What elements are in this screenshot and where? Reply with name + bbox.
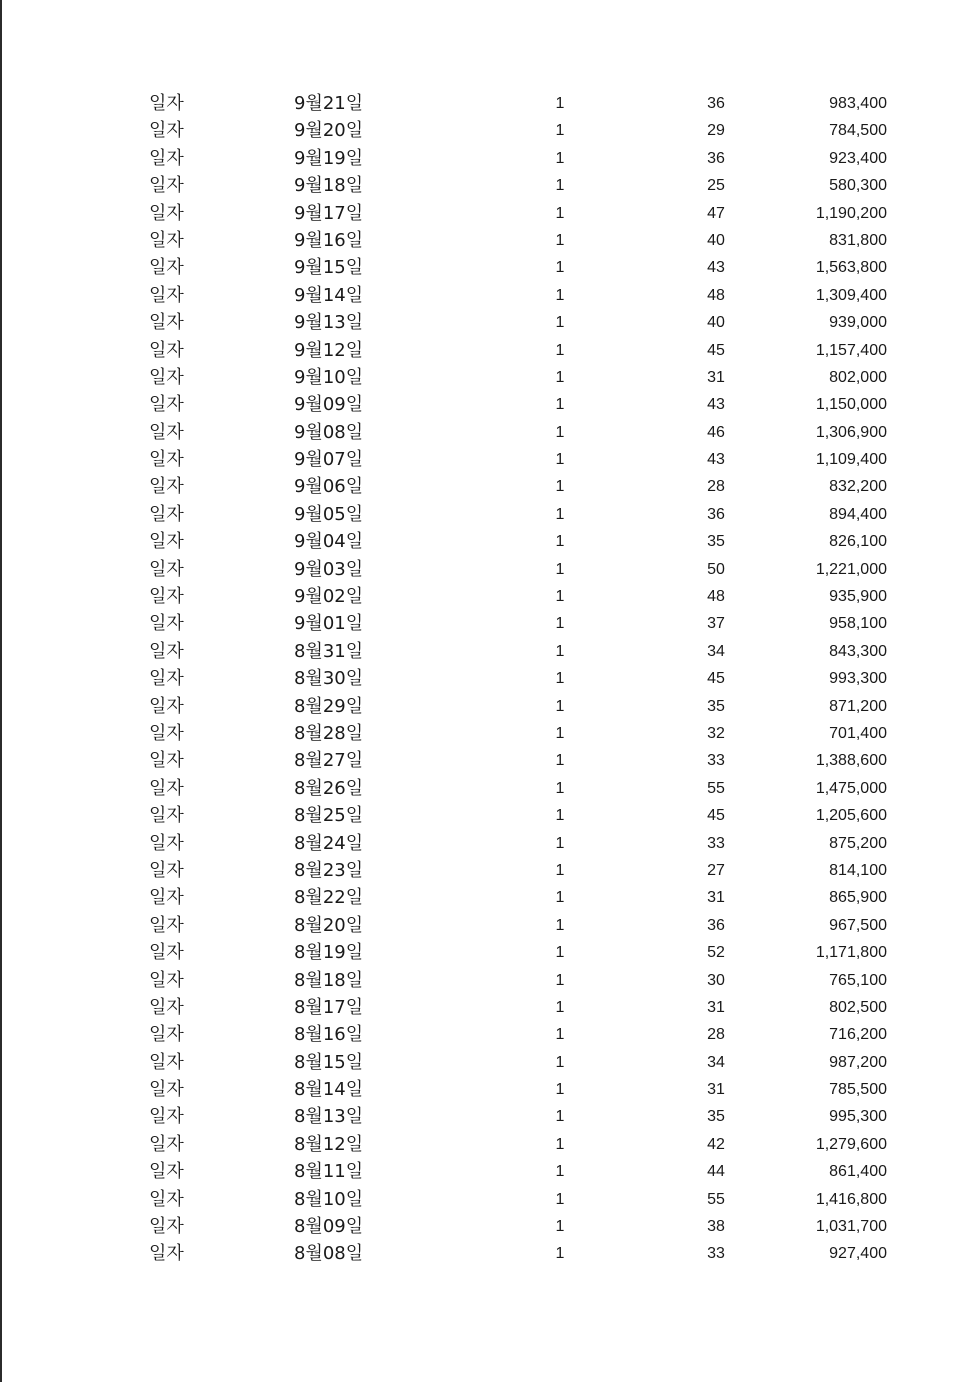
row-amount-cell: 831,800	[829, 231, 887, 249]
row-amount-cell: 580,300	[829, 177, 887, 195]
row-quantity-cell: 45	[707, 341, 725, 359]
row-type-cell: 일자	[149, 284, 184, 306]
row-quantity-cell: 55	[707, 1190, 725, 1208]
row-count-cell: 1	[555, 944, 565, 962]
row-amount-cell: 784,500	[829, 122, 887, 140]
row-count-cell: 1	[555, 177, 565, 195]
table-row	[0, 1076, 980, 1103]
row-amount-cell: 875,200	[829, 834, 887, 852]
row-type-cell: 일자	[149, 1024, 184, 1046]
table-row	[0, 1240, 980, 1267]
table-row	[0, 1021, 980, 1048]
row-quantity-cell: 35	[707, 697, 725, 715]
row-count-cell: 1	[555, 368, 565, 386]
row-quantity-cell: 43	[707, 396, 725, 414]
row-count-cell: 1	[555, 1026, 565, 1044]
row-count-cell: 1	[555, 560, 565, 578]
row-type-cell: 일자	[149, 202, 184, 224]
table-row	[0, 939, 980, 966]
row-date-cell: 9월07일	[294, 449, 364, 471]
table-row	[0, 610, 980, 637]
row-date-cell: 9월01일	[294, 613, 364, 635]
table-row	[0, 1049, 980, 1076]
row-date-cell: 8월24일	[294, 832, 364, 854]
row-date-cell: 8월30일	[294, 668, 364, 690]
row-quantity-cell: 40	[707, 314, 725, 332]
row-type-cell: 일자	[149, 1188, 184, 1210]
table-row	[0, 90, 980, 117]
row-count-cell: 1	[555, 889, 565, 907]
row-quantity-cell: 47	[707, 204, 725, 222]
row-count-cell: 1	[555, 724, 565, 742]
row-amount-cell: 716,200	[829, 1026, 887, 1044]
row-date-cell: 9월17일	[294, 202, 364, 224]
row-type-cell: 일자	[149, 996, 184, 1018]
row-amount-cell: 1,150,000	[815, 396, 887, 414]
row-quantity-cell: 37	[707, 615, 725, 633]
row-amount-cell: 785,500	[829, 1081, 887, 1099]
table-row	[0, 337, 980, 364]
row-amount-cell: 1,416,800	[815, 1190, 887, 1208]
row-count-cell: 1	[555, 1245, 565, 1263]
table-row	[0, 884, 980, 911]
row-type-cell: 일자	[149, 586, 184, 608]
row-date-cell: 9월20일	[294, 120, 364, 142]
row-type-cell: 일자	[149, 476, 184, 498]
row-type-cell: 일자	[149, 750, 184, 772]
row-count-cell: 1	[555, 505, 565, 523]
row-quantity-cell: 36	[707, 149, 725, 167]
row-type-cell: 일자	[149, 229, 184, 251]
table-row	[0, 1103, 980, 1130]
row-count-cell: 1	[555, 451, 565, 469]
row-date-cell: 8월10일	[294, 1188, 364, 1210]
row-amount-cell: 983,400	[829, 95, 887, 112]
row-type-cell: 일자	[149, 531, 184, 553]
row-date-cell: 8월16일	[294, 1024, 364, 1046]
row-date-cell: 9월13일	[294, 312, 364, 334]
row-quantity-cell: 44	[707, 1163, 725, 1181]
row-type-cell: 일자	[149, 942, 184, 964]
row-amount-cell: 894,400	[829, 505, 887, 523]
row-date-cell: 8월15일	[294, 1051, 364, 1073]
table-row	[0, 117, 980, 144]
row-amount-cell: 826,100	[829, 533, 887, 551]
row-amount-cell: 927,400	[829, 1245, 887, 1263]
row-count-cell: 1	[555, 286, 565, 304]
row-count-cell: 1	[555, 1081, 565, 1099]
row-date-cell: 9월12일	[294, 339, 364, 361]
row-amount-cell: 1,279,600	[815, 1135, 887, 1153]
row-amount-cell: 843,300	[829, 642, 887, 660]
row-quantity-cell: 28	[707, 478, 725, 496]
row-type-cell: 일자	[149, 640, 184, 662]
row-type-cell: 일자	[149, 421, 184, 443]
row-count-cell: 1	[555, 149, 565, 167]
row-count-cell: 1	[555, 478, 565, 496]
row-date-cell: 9월04일	[294, 531, 364, 553]
row-count-cell: 1	[555, 231, 565, 249]
row-type-cell: 일자	[149, 147, 184, 169]
row-quantity-cell: 33	[707, 834, 725, 852]
row-date-cell: 8월09일	[294, 1216, 364, 1238]
row-date-cell: 8월13일	[294, 1106, 364, 1128]
row-type-cell: 일자	[149, 969, 184, 991]
row-quantity-cell: 36	[707, 95, 725, 112]
row-amount-cell: 923,400	[829, 149, 887, 167]
row-quantity-cell: 36	[707, 505, 725, 523]
row-amount-cell: 935,900	[829, 588, 887, 606]
row-quantity-cell: 29	[707, 122, 725, 140]
row-quantity-cell: 48	[707, 286, 725, 304]
row-date-cell: 8월14일	[294, 1079, 364, 1101]
row-amount-cell: 871,200	[829, 697, 887, 715]
row-count-cell: 1	[555, 670, 565, 688]
row-date-cell: 8월23일	[294, 859, 364, 881]
row-amount-cell: 958,100	[829, 615, 887, 633]
row-quantity-cell: 34	[707, 1053, 725, 1071]
row-date-cell: 9월18일	[294, 175, 364, 197]
row-amount-cell: 1,205,600	[815, 807, 887, 825]
daily-sales-table	[0, 90, 980, 1268]
row-count-cell: 1	[555, 122, 565, 140]
row-quantity-cell: 27	[707, 861, 725, 879]
table-row	[0, 172, 980, 199]
table-row	[0, 967, 980, 994]
table-row	[0, 720, 980, 747]
table-row	[0, 830, 980, 857]
row-count-cell: 1	[555, 642, 565, 660]
row-quantity-cell: 34	[707, 642, 725, 660]
row-quantity-cell: 32	[707, 724, 725, 742]
row-amount-cell: 967,500	[829, 916, 887, 934]
row-date-cell: 9월09일	[294, 394, 364, 416]
row-amount-cell: 865,900	[829, 889, 887, 907]
row-date-cell: 8월22일	[294, 887, 364, 909]
row-count-cell: 1	[555, 807, 565, 825]
row-amount-cell: 802,500	[829, 998, 887, 1016]
row-type-cell: 일자	[149, 832, 184, 854]
row-quantity-cell: 46	[707, 423, 725, 441]
row-count-cell: 1	[555, 1163, 565, 1181]
row-type-cell: 일자	[149, 777, 184, 799]
table-row	[0, 391, 980, 418]
table-row	[0, 419, 980, 446]
row-count-cell: 1	[555, 697, 565, 715]
row-quantity-cell: 31	[707, 998, 725, 1016]
row-type-cell: 일자	[149, 722, 184, 744]
row-amount-cell: 1,109,400	[815, 451, 887, 469]
row-amount-cell: 802,000	[829, 368, 887, 386]
row-date-cell: 9월16일	[294, 229, 364, 251]
row-date-cell: 8월11일	[294, 1161, 364, 1183]
row-count-cell: 1	[555, 1108, 565, 1126]
table-row	[0, 254, 980, 281]
row-amount-cell: 1,388,600	[815, 752, 887, 770]
row-type-cell: 일자	[149, 257, 184, 279]
row-amount-cell: 765,100	[829, 971, 887, 989]
row-type-cell: 일자	[149, 339, 184, 361]
row-count-cell: 1	[555, 396, 565, 414]
row-date-cell: 8월29일	[294, 695, 364, 717]
row-date-cell: 9월21일	[294, 93, 364, 114]
row-type-cell: 일자	[149, 312, 184, 334]
row-amount-cell: 939,000	[829, 314, 887, 332]
row-quantity-cell: 31	[707, 1081, 725, 1099]
table-row	[0, 282, 980, 309]
row-quantity-cell: 33	[707, 752, 725, 770]
table-row	[0, 528, 980, 555]
row-amount-cell: 1,309,400	[815, 286, 887, 304]
row-amount-cell: 987,200	[829, 1053, 887, 1071]
row-count-cell: 1	[555, 341, 565, 359]
table-row	[0, 364, 980, 391]
row-quantity-cell: 48	[707, 588, 725, 606]
row-count-cell: 1	[555, 861, 565, 879]
row-type-cell: 일자	[149, 93, 184, 114]
row-type-cell: 일자	[149, 120, 184, 142]
row-amount-cell: 861,400	[829, 1163, 887, 1181]
table-row	[0, 1131, 980, 1158]
table-row	[0, 556, 980, 583]
row-quantity-cell: 33	[707, 1245, 725, 1263]
row-quantity-cell: 35	[707, 1108, 725, 1126]
row-count-cell: 1	[555, 834, 565, 852]
row-count-cell: 1	[555, 588, 565, 606]
row-type-cell: 일자	[149, 914, 184, 936]
row-count-cell: 1	[555, 259, 565, 277]
row-date-cell: 8월20일	[294, 914, 364, 936]
row-type-cell: 일자	[149, 394, 184, 416]
row-amount-cell: 1,475,000	[815, 779, 887, 797]
row-date-cell: 9월02일	[294, 586, 364, 608]
row-count-cell: 1	[555, 204, 565, 222]
row-amount-cell: 814,100	[829, 861, 887, 879]
row-quantity-cell: 55	[707, 779, 725, 797]
table-row	[0, 501, 980, 528]
table-row	[0, 665, 980, 692]
table-row	[0, 1213, 980, 1240]
row-quantity-cell: 35	[707, 533, 725, 551]
row-type-cell: 일자	[149, 695, 184, 717]
table-row	[0, 775, 980, 802]
row-count-cell: 1	[555, 752, 565, 770]
row-quantity-cell: 38	[707, 1218, 725, 1236]
row-date-cell: 8월28일	[294, 722, 364, 744]
table-row	[0, 747, 980, 774]
table-row	[0, 145, 980, 172]
table-row	[0, 446, 980, 473]
row-date-cell: 8월12일	[294, 1133, 364, 1155]
row-date-cell: 8월17일	[294, 996, 364, 1018]
row-quantity-cell: 42	[707, 1135, 725, 1153]
row-date-cell: 9월19일	[294, 147, 364, 169]
row-type-cell: 일자	[149, 1216, 184, 1238]
row-type-cell: 일자	[149, 558, 184, 580]
row-amount-cell: 993,300	[829, 670, 887, 688]
row-quantity-cell: 40	[707, 231, 725, 249]
row-amount-cell: 1,190,200	[815, 204, 887, 222]
row-quantity-cell: 45	[707, 670, 725, 688]
row-quantity-cell: 50	[707, 560, 725, 578]
row-type-cell: 일자	[149, 503, 184, 525]
table-row	[0, 309, 980, 336]
row-amount-cell: 1,563,800	[815, 259, 887, 277]
row-count-cell: 1	[555, 916, 565, 934]
row-count-cell: 1	[555, 1190, 565, 1208]
row-date-cell: 8월08일	[294, 1243, 364, 1265]
row-quantity-cell: 31	[707, 368, 725, 386]
table-row	[0, 1186, 980, 1213]
table-row	[0, 693, 980, 720]
row-date-cell: 8월18일	[294, 969, 364, 991]
table-row	[0, 200, 980, 227]
table-row	[0, 473, 980, 500]
row-date-cell: 8월27일	[294, 750, 364, 772]
row-quantity-cell: 28	[707, 1026, 725, 1044]
row-quantity-cell: 43	[707, 259, 725, 277]
row-amount-cell: 1,157,400	[815, 341, 887, 359]
row-count-cell: 1	[555, 423, 565, 441]
table-row	[0, 638, 980, 665]
row-type-cell: 일자	[149, 1106, 184, 1128]
row-type-cell: 일자	[149, 1161, 184, 1183]
row-count-cell: 1	[555, 779, 565, 797]
row-count-cell: 1	[555, 533, 565, 551]
table-row	[0, 802, 980, 829]
row-amount-cell: 995,300	[829, 1108, 887, 1126]
row-type-cell: 일자	[149, 859, 184, 881]
row-type-cell: 일자	[149, 1051, 184, 1073]
row-count-cell: 1	[555, 971, 565, 989]
row-type-cell: 일자	[149, 1079, 184, 1101]
row-quantity-cell: 30	[707, 971, 725, 989]
row-count-cell: 1	[555, 998, 565, 1016]
table-row	[0, 857, 980, 884]
row-type-cell: 일자	[149, 668, 184, 690]
row-date-cell: 9월10일	[294, 366, 364, 388]
row-amount-cell: 1,221,000	[815, 560, 887, 578]
row-date-cell: 9월08일	[294, 421, 364, 443]
table-row	[0, 994, 980, 1021]
row-count-cell: 1	[555, 1218, 565, 1236]
row-date-cell: 8월31일	[294, 640, 364, 662]
row-amount-cell: 701,400	[829, 724, 887, 742]
row-date-cell: 8월25일	[294, 805, 364, 827]
row-amount-cell: 1,306,900	[815, 423, 887, 441]
row-type-cell: 일자	[149, 366, 184, 388]
table-row	[0, 912, 980, 939]
row-quantity-cell: 43	[707, 451, 725, 469]
row-date-cell: 9월15일	[294, 257, 364, 279]
table-row	[0, 227, 980, 254]
row-amount-cell: 1,031,700	[815, 1218, 887, 1236]
row-quantity-cell: 45	[707, 807, 725, 825]
row-quantity-cell: 36	[707, 916, 725, 934]
row-type-cell: 일자	[149, 449, 184, 471]
row-amount-cell: 832,200	[829, 478, 887, 496]
row-date-cell: 9월03일	[294, 558, 364, 580]
row-quantity-cell: 52	[707, 944, 725, 962]
row-date-cell: 9월06일	[294, 476, 364, 498]
row-count-cell: 1	[555, 1053, 565, 1071]
row-type-cell: 일자	[149, 1133, 184, 1155]
row-quantity-cell: 31	[707, 889, 725, 907]
row-type-cell: 일자	[149, 805, 184, 827]
row-date-cell: 8월26일	[294, 777, 364, 799]
row-type-cell: 일자	[149, 1243, 184, 1265]
row-amount-cell: 1,171,800	[815, 944, 887, 962]
row-type-cell: 일자	[149, 887, 184, 909]
row-count-cell: 1	[555, 615, 565, 633]
row-date-cell: 9월05일	[294, 503, 364, 525]
row-date-cell: 8월19일	[294, 942, 364, 964]
table-row	[0, 1158, 980, 1185]
row-date-cell: 9월14일	[294, 284, 364, 306]
row-type-cell: 일자	[149, 175, 184, 197]
table-row	[0, 583, 980, 610]
row-quantity-cell: 25	[707, 177, 725, 195]
row-count-cell: 1	[555, 314, 565, 332]
row-type-cell: 일자	[149, 613, 184, 635]
row-count-cell: 1	[555, 1135, 565, 1153]
row-count-cell: 1	[555, 95, 565, 112]
